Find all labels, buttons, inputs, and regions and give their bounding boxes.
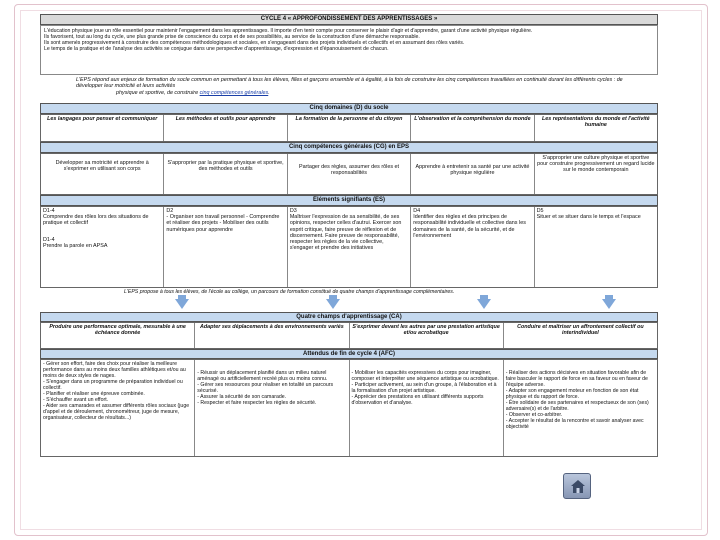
document-page (40, 14, 658, 458)
eps-paragraph-suffix: . (268, 89, 270, 96)
element-code: D1-4 (43, 236, 55, 243)
domaine-cell: Les langages pour penser et communiquer (41, 115, 164, 141)
home-button[interactable] (563, 473, 591, 499)
attendus-row (40, 359, 658, 457)
element-text: Maîtriser l'expression de sa sensibilité, de ses opinions, respecter celles d'autrui. Exercer son esprit critique, faire preuve de réflexion et de discernement. Faire preuve de responsabilité, respecter les règles de la vie collective, s'engager et prendre des initiatives (289, 214, 402, 252)
champ-cell: Produire une performance optimale, mesurable à une échéance donnée (41, 323, 195, 348)
competence-cell: Développer sa motricité et apprendre à s'exprimer en utilisant son corps (41, 154, 164, 194)
element-cell (288, 207, 411, 287)
element-code: D4 (413, 208, 421, 214)
home-icon (570, 479, 586, 494)
competence-cell: Partager des règles, assumer des rôles et responsabilités (288, 154, 411, 194)
domaine-cell: La formation de la personne et du citoyen (288, 115, 411, 141)
element-code: D1-4 (43, 208, 55, 214)
element-cell (41, 207, 164, 287)
element-cell (535, 207, 657, 287)
cycle-title: CYCLE 4 « APPROFONDISSEMENT DES APPRENTISSAGES » (40, 14, 658, 25)
competences-link[interactable]: cinq compétences générales (199, 89, 269, 96)
cg-title: Cinq compétences générales (CG) en EPS (40, 142, 658, 153)
champs-row (40, 322, 658, 349)
competence-cell: S'approprier par la pratique physique et sportive, des méthodes et outils (164, 154, 287, 194)
ca-title: Quatre champs d'apprentissage (CA) (40, 312, 658, 322)
eps-paragraph-prefix: L'EPS répond aux enjeux de formation du socle commun en permettant à tous les élèves, filles et garçons ensemble et à égalité, à la fois de construire les cinq compétences travaillées en continuité durant les différents cycles : de développer leur motricité et leurs activités (76, 77, 623, 90)
arrow-down-icon (326, 299, 340, 309)
intro-line-1: L'éducation physique joue un rôle essentiel pour maintenir l'engagement dans les apprentissages. Il importe d'en tenir compte pour conserver le plaisir d'agir et d'apprendre, garant d'une activité physique régulière. (44, 28, 533, 34)
domaine-cell: Les méthodes et outils pour apprendre (164, 115, 287, 141)
element-cell (411, 207, 534, 287)
competence-cell: Apprendre à entretenir sa santé par une activité physique régulière (411, 154, 534, 194)
intro-line-2: Ils favorisent, tout au long du cycle, une plus grande prise de conscience du corps et de ses possibilités, au service de la construction d'une démarche responsable. (44, 34, 420, 40)
es-title: Éléments signifiants (ES) (40, 195, 658, 206)
competences-row (40, 153, 658, 195)
arrow-down-icon (477, 299, 491, 309)
domaine-cell: L'observation et la compréhension du monde (411, 115, 534, 141)
ca-note: L'EPS propose à tous les élèves, de l'école au collège, un parcours de formation constitué de quatre champs d'apprentissage complémentaires. (124, 289, 455, 295)
eps-paragraph (76, 77, 636, 96)
elements-row (40, 206, 658, 288)
afc-title: Attendus de fin de cycle 4 (AFC) (40, 349, 658, 359)
arrow-down-icon (602, 299, 616, 309)
attendu-cell: - Réaliser des actions décisives en situation favorable afin de faire basculer le rapport de force en sa faveur ou en faveur de l'équipe adverse. - Adapter son engagement moteur en fonction de son état physique et du rapport de force. - Être solidaire de ses partenaires et respectueux de son (ses) adversaire(s) et de l'arbitre. - Observer et co-arbitrer. - Accepter le résultat de la rencontre et savoir analyser avec objectivité (505, 370, 649, 430)
intro-box (40, 25, 658, 75)
champ-cell: S'exprimer devant les autres par une prestation artistique et/ou acrobatique (350, 323, 504, 348)
domaines-row (40, 114, 658, 142)
attendu-cell: - Gérer son effort, faire des choix pour réaliser la meilleure performance dans au moins deux familles athlétiques et/ou au moins de deux styles de nages. - S'engager dans un programme de préparation individuel ou collectif. - Planifier et réaliser une épreuve combinée. - S'échauffer avant un effort. - Aider ses camarades et assumer différents rôles sociaux (juge d'appel et de déroulement, chronométreur, juge de mesure, organisateur, collecteur de résultats...) (41, 360, 195, 456)
domaine-cell: Les représentations du monde et l'activité humaine (542, 116, 650, 129)
element-code: D2 (166, 208, 174, 214)
domaines-title: Cinq domaines (D) du socle (40, 103, 658, 114)
champ-cell: Adapter ses déplacements à des environnements variés (195, 323, 349, 348)
element-cell (164, 207, 287, 287)
eps-paragraph-line2: physique et sportive, de construire (116, 89, 199, 96)
element-text: - Organiser son travail personnel - Comprendre et réaliser des projets - Mobiliser des outils numériques pour apprendre (166, 214, 280, 233)
arrow-down-icon (175, 299, 189, 309)
element-text: Situer et se situer dans le temps et l'espace (536, 214, 641, 221)
attendu-cell: - Mobiliser les capacités expressives du corps pour imaginer, composer et interpréter une séquence artistique ou acrobatique. - Participer activement, au sein d'un groupe, à l'élaboration et à la formalisation d'un projet artistique. - Apprécier des prestations en utilisant différents supports d'observation et d'analyse. (350, 360, 504, 456)
champ-cell: Conduire et maîtriser un affrontement collectif ou interindividuel (517, 324, 644, 337)
competence-cell: S'approprier une culture physique et sportive pour construire progressivement un regard lucide sur le monde contemporain (537, 155, 655, 174)
intro-line-4: Le temps de la pratique et de l'analyse des activités se conjugue dans une perspective d'apprentissage, d'expression et d'épanouissement de chacun. (44, 46, 389, 52)
element-text: Comprendre des rôles lors des situations de pratique et collectif (43, 214, 149, 227)
intro-line-3: Ils sont amenés progressivement à construire des compétences méthodologiques et sociales, en s'engageant dans des projets individuels et collectifs et en assumant des rôles variés. (44, 40, 465, 46)
attendu-cell: - Réussir un déplacement planifié dans un milieu naturel aménagé ou artificiellement recréé plus ou moins connu. - Gérer ses ressources pour réaliser en totalité un parcours sécurisé. - Assurer la sécurité de son camarade. - Respecter et faire respecter les règles de sécurité. (195, 360, 349, 456)
element-code: D5 (536, 208, 544, 214)
element-text: Identifier des règles et des principes de responsabilité individuelle et collective dans les domaines de la santé, de la sécurité, et de l'environnement (413, 214, 526, 239)
element-code: D3 (289, 208, 297, 214)
element-text: Prendre la parole en APSA (43, 242, 108, 249)
